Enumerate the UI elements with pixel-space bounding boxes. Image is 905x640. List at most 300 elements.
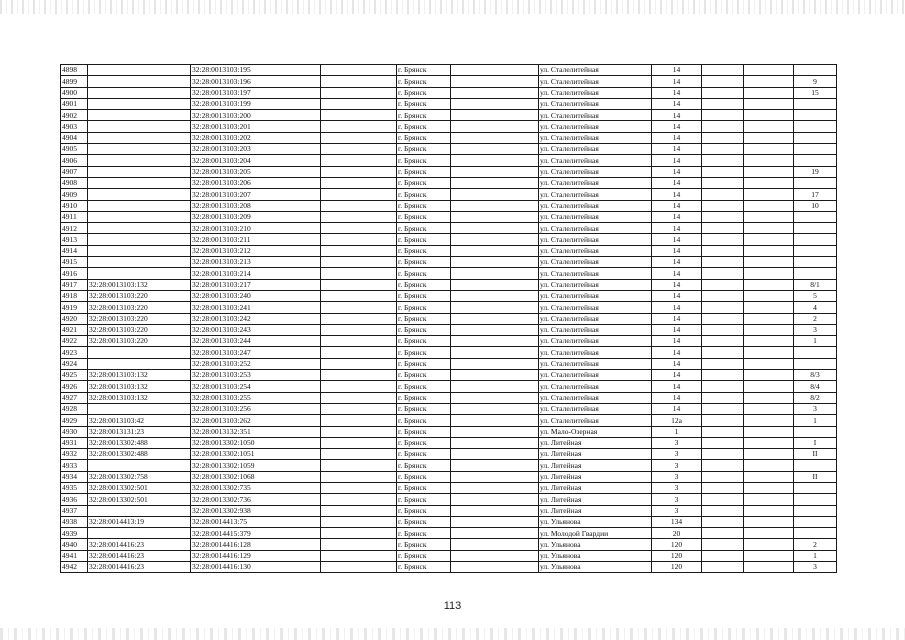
apartment-number-cell: 10 (794, 200, 837, 211)
house-number-cell: 14 (652, 358, 702, 369)
house-number-cell: 134 (652, 516, 702, 527)
row-number-cell: 4923 (61, 347, 88, 358)
empty-col-a-cell (321, 528, 397, 539)
parent-cadastral-number-cell (88, 166, 191, 177)
empty-col-a-cell (321, 144, 397, 155)
empty-col-a-cell (321, 166, 397, 177)
cadastral-number-cell: 32:28:0013302:1059 (191, 460, 321, 471)
cadastral-number-cell: 32:28:0013103:254 (191, 381, 321, 392)
empty-col-c-cell (702, 268, 744, 279)
table-row (61, 347, 837, 358)
row-number-cell: 4930 (61, 426, 88, 437)
city-cell: г. Брянск (397, 223, 451, 234)
cadastral-number-cell: 32:28:0014416:129 (191, 550, 321, 561)
empty-col-b-cell (451, 358, 539, 369)
table-row (61, 302, 837, 313)
empty-col-a-cell (321, 245, 397, 256)
empty-col-a-cell (321, 110, 397, 121)
house-number-cell: 14 (652, 257, 702, 268)
street-cell: ул. Сталелитейная (539, 110, 652, 121)
cadastral-number-cell: 32:28:0013103:213 (191, 257, 321, 268)
apartment-number-cell: I (794, 437, 837, 448)
empty-col-a-cell (321, 471, 397, 482)
cadastral-number-cell: 32:28:0013132:351 (191, 426, 321, 437)
empty-col-b-cell (451, 426, 539, 437)
row-number-cell: 4932 (61, 449, 88, 460)
city-cell: г. Брянск (397, 415, 451, 426)
apartment-number-cell: 1 (794, 415, 837, 426)
apartment-number-cell: 5 (794, 290, 837, 301)
house-number-cell: 14 (652, 223, 702, 234)
parent-cadastral-number-cell (88, 189, 191, 200)
empty-col-b-cell (451, 132, 539, 143)
table-row (61, 200, 837, 211)
street-cell: ул. Сталелитейная (539, 144, 652, 155)
empty-col-c-cell (702, 562, 744, 573)
table-row (61, 460, 837, 471)
city-cell: г. Брянск (397, 403, 451, 414)
empty-col-b-cell (451, 403, 539, 414)
parent-cadastral-number-cell (88, 132, 191, 143)
empty-col-c-cell (702, 257, 744, 268)
street-cell: ул. Сталелитейная (539, 245, 652, 256)
city-cell: г. Брянск (397, 200, 451, 211)
cadastral-number-cell: 32:28:0013103:243 (191, 324, 321, 335)
empty-col-c-cell (702, 234, 744, 245)
street-cell: ул. Литейная (539, 449, 652, 460)
city-cell: г. Брянск (397, 257, 451, 268)
apartment-number-cell (794, 110, 837, 121)
table-row (61, 234, 837, 245)
house-number-cell: 14 (652, 155, 702, 166)
parent-cadastral-number-cell (88, 98, 191, 109)
apartment-number-cell (794, 528, 837, 539)
row-number-cell: 4918 (61, 290, 88, 301)
empty-col-a-cell (321, 98, 397, 109)
house-number-cell: 14 (652, 65, 702, 76)
apartment-number-cell (794, 234, 837, 245)
empty-col-a-cell (321, 449, 397, 460)
empty-col-b-cell (451, 336, 539, 347)
empty-col-a-cell (321, 268, 397, 279)
table-row (61, 528, 837, 539)
empty-col-b-cell (451, 211, 539, 222)
parent-cadastral-number-cell (88, 144, 191, 155)
empty-col-b-cell (451, 234, 539, 245)
parent-cadastral-number-cell (88, 528, 191, 539)
empty-col-b-cell (451, 324, 539, 335)
city-cell: г. Брянск (397, 516, 451, 527)
empty-col-c-cell (702, 155, 744, 166)
cadastral-number-cell: 32:28:0013103:214 (191, 268, 321, 279)
empty-col-a-cell (321, 234, 397, 245)
empty-col-c-cell (702, 324, 744, 335)
empty-col-c-cell (702, 437, 744, 448)
cadastral-number-cell: 32:28:0014413:75 (191, 516, 321, 527)
cadastral-number-cell: 32:28:0013103:209 (191, 211, 321, 222)
house-number-cell: 14 (652, 87, 702, 98)
table-row (61, 471, 837, 482)
empty-col-d-cell (744, 437, 794, 448)
apartment-number-cell (794, 268, 837, 279)
row-number-cell: 4902 (61, 110, 88, 121)
apartment-number-cell (794, 155, 837, 166)
empty-col-c-cell (702, 144, 744, 155)
empty-col-c-cell (702, 392, 744, 403)
house-number-cell: 14 (652, 166, 702, 177)
empty-col-b-cell (451, 482, 539, 493)
empty-col-a-cell (321, 177, 397, 188)
parent-cadastral-number-cell (88, 505, 191, 516)
empty-col-d-cell (744, 426, 794, 437)
empty-col-b-cell (451, 290, 539, 301)
row-number-cell: 4917 (61, 279, 88, 290)
street-cell: ул. Сталелитейная (539, 189, 652, 200)
parent-cadastral-number-cell: 32:28:0014416:23 (88, 562, 191, 573)
empty-col-b-cell (451, 121, 539, 132)
row-number-cell: 4931 (61, 437, 88, 448)
table-row (61, 370, 837, 381)
apartment-number-cell: 1 (794, 550, 837, 561)
empty-col-a-cell (321, 302, 397, 313)
empty-col-a-cell (321, 358, 397, 369)
cadastral-number-cell: 32:28:0013103:195 (191, 65, 321, 76)
house-number-cell: 120 (652, 550, 702, 561)
street-cell: ул. Сталелитейная (539, 302, 652, 313)
apartment-number-cell (794, 98, 837, 109)
cadastral-number-cell: 32:28:0013103:201 (191, 121, 321, 132)
empty-col-a-cell (321, 313, 397, 324)
apartment-number-cell: 4 (794, 302, 837, 313)
city-cell: г. Брянск (397, 336, 451, 347)
house-number-cell: 120 (652, 562, 702, 573)
house-number-cell: 14 (652, 177, 702, 188)
row-number-cell: 4904 (61, 132, 88, 143)
empty-col-d-cell (744, 370, 794, 381)
parent-cadastral-number-cell: 32:28:0013103:220 (88, 302, 191, 313)
row-number-cell: 4913 (61, 234, 88, 245)
empty-col-a-cell (321, 223, 397, 234)
parent-cadastral-number-cell (88, 460, 191, 471)
parent-cadastral-number-cell: 32:28:0014416:23 (88, 539, 191, 550)
table-row (61, 550, 837, 561)
scan-noise-top (0, 0, 905, 14)
house-number-cell: 14 (652, 290, 702, 301)
house-number-cell: 14 (652, 200, 702, 211)
row-number-cell: 4903 (61, 121, 88, 132)
empty-col-c-cell (702, 121, 744, 132)
city-cell: г. Брянск (397, 494, 451, 505)
house-number-cell: 120 (652, 539, 702, 550)
street-cell: ул. Сталелитейная (539, 370, 652, 381)
parent-cadastral-number-cell (88, 200, 191, 211)
street-cell: ул. Сталелитейная (539, 313, 652, 324)
house-number-cell: 14 (652, 234, 702, 245)
row-number-cell: 4914 (61, 245, 88, 256)
empty-col-d-cell (744, 257, 794, 268)
apartment-number-cell: 15 (794, 87, 837, 98)
empty-col-d-cell (744, 471, 794, 482)
street-cell: ул. Сталелитейная (539, 381, 652, 392)
table-row (61, 381, 837, 392)
apartment-number-cell (794, 426, 837, 437)
row-number-cell: 4911 (61, 211, 88, 222)
street-cell: ул. Молодой Гвардии (539, 528, 652, 539)
row-number-cell: 4900 (61, 87, 88, 98)
empty-col-b-cell (451, 370, 539, 381)
apartment-number-cell: 8/3 (794, 370, 837, 381)
empty-col-c-cell (702, 65, 744, 76)
row-number-cell: 4912 (61, 223, 88, 234)
parent-cadastral-number-cell (88, 234, 191, 245)
cadastral-number-cell: 32:28:0013103:212 (191, 245, 321, 256)
parent-cadastral-number-cell (88, 110, 191, 121)
empty-col-d-cell (744, 155, 794, 166)
house-number-cell: 14 (652, 132, 702, 143)
apartment-number-cell (794, 257, 837, 268)
empty-col-b-cell (451, 302, 539, 313)
city-cell: г. Брянск (397, 98, 451, 109)
cadastral-number-cell: 32:28:0013103:205 (191, 166, 321, 177)
house-number-cell: 14 (652, 324, 702, 335)
empty-col-d-cell (744, 189, 794, 200)
apartment-number-cell: II (794, 449, 837, 460)
city-cell: г. Брянск (397, 460, 451, 471)
cadastral-number-cell: 32:28:0013302:1051 (191, 449, 321, 460)
apartment-number-cell: 9 (794, 76, 837, 87)
apartment-number-cell: 17 (794, 189, 837, 200)
empty-col-d-cell (744, 403, 794, 414)
empty-col-b-cell (451, 98, 539, 109)
apartment-number-cell (794, 144, 837, 155)
property-registry-table (60, 64, 837, 573)
house-number-cell: 14 (652, 121, 702, 132)
cadastral-number-cell: 32:28:0013103:210 (191, 223, 321, 234)
apartment-number-cell: 2 (794, 313, 837, 324)
registry-body (61, 65, 837, 573)
street-cell: ул. Сталелитейная (539, 347, 652, 358)
parent-cadastral-number-cell (88, 223, 191, 234)
empty-col-d-cell (744, 268, 794, 279)
house-number-cell: 3 (652, 437, 702, 448)
city-cell: г. Брянск (397, 539, 451, 550)
row-number-cell: 4898 (61, 65, 88, 76)
cadastral-number-cell: 32:28:0014416:130 (191, 562, 321, 573)
apartment-number-cell: 3 (794, 324, 837, 335)
empty-col-b-cell (451, 144, 539, 155)
empty-col-d-cell (744, 392, 794, 403)
apartment-number-cell (794, 505, 837, 516)
house-number-cell: 14 (652, 98, 702, 109)
city-cell: г. Брянск (397, 392, 451, 403)
house-number-cell: 14 (652, 144, 702, 155)
cadastral-number-cell: 32:28:0013103:203 (191, 144, 321, 155)
apartment-number-cell (794, 211, 837, 222)
empty-col-a-cell (321, 562, 397, 573)
row-number-cell: 4934 (61, 471, 88, 482)
city-cell: г. Брянск (397, 562, 451, 573)
empty-col-d-cell (744, 358, 794, 369)
empty-col-d-cell (744, 87, 794, 98)
table-row (61, 87, 837, 98)
empty-col-a-cell (321, 211, 397, 222)
table-row (61, 65, 837, 76)
cadastral-number-cell: 32:28:0013103:208 (191, 200, 321, 211)
apartment-number-cell (794, 460, 837, 471)
cadastral-number-cell: 32:28:0014415:379 (191, 528, 321, 539)
empty-col-b-cell (451, 110, 539, 121)
empty-col-d-cell (744, 539, 794, 550)
cadastral-number-cell: 32:28:0013103:197 (191, 87, 321, 98)
row-number-cell: 4907 (61, 166, 88, 177)
empty-col-c-cell (702, 358, 744, 369)
empty-col-d-cell (744, 223, 794, 234)
table-row (61, 336, 837, 347)
street-cell: ул. Сталелитейная (539, 87, 652, 98)
table-row (61, 144, 837, 155)
empty-col-d-cell (744, 528, 794, 539)
city-cell: г. Брянск (397, 482, 451, 493)
row-number-cell: 4942 (61, 562, 88, 573)
row-number-cell: 4935 (61, 482, 88, 493)
cadastral-number-cell: 32:28:0014416:128 (191, 539, 321, 550)
street-cell: ул. Ульянова (539, 516, 652, 527)
street-cell: ул. Сталелитейная (539, 279, 652, 290)
row-number-cell: 4909 (61, 189, 88, 200)
parent-cadastral-number-cell: 32:28:0013103:132 (88, 279, 191, 290)
table-row (61, 110, 837, 121)
apartment-number-cell: 2 (794, 539, 837, 550)
parent-cadastral-number-cell: 32:28:0013302:488 (88, 437, 191, 448)
table-row (61, 223, 837, 234)
empty-col-b-cell (451, 449, 539, 460)
street-cell: ул. Мало-Озерная (539, 426, 652, 437)
street-cell: ул. Литейная (539, 471, 652, 482)
house-number-cell: 3 (652, 505, 702, 516)
empty-col-b-cell (451, 76, 539, 87)
street-cell: ул. Сталелитейная (539, 324, 652, 335)
empty-col-b-cell (451, 437, 539, 448)
city-cell: г. Брянск (397, 110, 451, 121)
parent-cadastral-number-cell: 32:28:0013302:501 (88, 482, 191, 493)
empty-col-c-cell (702, 449, 744, 460)
empty-col-a-cell (321, 437, 397, 448)
cadastral-number-cell: 32:28:0013302:1050 (191, 437, 321, 448)
cadastral-number-cell: 32:28:0013103:202 (191, 132, 321, 143)
empty-col-c-cell (702, 482, 744, 493)
empty-col-c-cell (702, 166, 744, 177)
cadastral-number-cell: 32:28:0013103:200 (191, 110, 321, 121)
cadastral-number-cell: 32:28:0013103:206 (191, 177, 321, 188)
empty-col-c-cell (702, 279, 744, 290)
empty-col-c-cell (702, 550, 744, 561)
table-row (61, 449, 837, 460)
house-number-cell: 14 (652, 279, 702, 290)
cadastral-number-cell: 32:28:0013103:244 (191, 336, 321, 347)
table-row (61, 290, 837, 301)
empty-col-b-cell (451, 381, 539, 392)
cadastral-number-cell: 32:28:0013103:196 (191, 76, 321, 87)
city-cell: г. Брянск (397, 302, 451, 313)
table-row (61, 324, 837, 335)
street-cell: ул. Сталелитейная (539, 121, 652, 132)
empty-col-d-cell (744, 65, 794, 76)
house-number-cell: 3 (652, 471, 702, 482)
empty-col-a-cell (321, 460, 397, 471)
table-row (61, 98, 837, 109)
empty-col-a-cell (321, 426, 397, 437)
table-row (61, 155, 837, 166)
house-number-cell: 14 (652, 302, 702, 313)
cadastral-number-cell: 32:28:0013103:207 (191, 189, 321, 200)
house-number-cell: 20 (652, 528, 702, 539)
empty-col-c-cell (702, 132, 744, 143)
empty-col-a-cell (321, 381, 397, 392)
row-number-cell: 4926 (61, 381, 88, 392)
city-cell: г. Брянск (397, 550, 451, 561)
row-number-cell: 4937 (61, 505, 88, 516)
row-number-cell: 4920 (61, 313, 88, 324)
empty-col-c-cell (702, 528, 744, 539)
house-number-cell: 14 (652, 403, 702, 414)
row-number-cell: 4928 (61, 403, 88, 414)
city-cell: г. Брянск (397, 279, 451, 290)
empty-col-b-cell (451, 415, 539, 426)
house-number-cell: 14 (652, 245, 702, 256)
street-cell: ул. Сталелитейная (539, 223, 652, 234)
empty-col-d-cell (744, 482, 794, 493)
parent-cadastral-number-cell (88, 358, 191, 369)
row-number-cell: 4899 (61, 76, 88, 87)
row-number-cell: 4922 (61, 336, 88, 347)
empty-col-a-cell (321, 324, 397, 335)
empty-col-c-cell (702, 200, 744, 211)
apartment-number-cell (794, 121, 837, 132)
street-cell: ул. Литейная (539, 482, 652, 493)
street-cell: ул. Сталелитейная (539, 403, 652, 414)
street-cell: ул. Сталелитейная (539, 415, 652, 426)
house-number-cell: 14 (652, 370, 702, 381)
empty-col-c-cell (702, 313, 744, 324)
parent-cadastral-number-cell: 32:28:0013302:758 (88, 471, 191, 482)
street-cell: ул. Сталелитейная (539, 166, 652, 177)
street-cell: ул. Сталелитейная (539, 336, 652, 347)
empty-col-a-cell (321, 482, 397, 493)
parent-cadastral-number-cell: 32:28:0013103:220 (88, 336, 191, 347)
apartment-number-cell: 8/4 (794, 381, 837, 392)
empty-col-d-cell (744, 449, 794, 460)
row-number-cell: 4936 (61, 494, 88, 505)
row-number-cell: 4901 (61, 98, 88, 109)
city-cell: г. Брянск (397, 87, 451, 98)
empty-col-a-cell (321, 257, 397, 268)
empty-col-c-cell (702, 189, 744, 200)
apartment-number-cell (794, 223, 837, 234)
parent-cadastral-number-cell (88, 121, 191, 132)
house-number-cell: 14 (652, 189, 702, 200)
city-cell: г. Брянск (397, 426, 451, 437)
city-cell: г. Брянск (397, 358, 451, 369)
empty-col-b-cell (451, 539, 539, 550)
parent-cadastral-number-cell (88, 257, 191, 268)
street-cell: ул. Сталелитейная (539, 65, 652, 76)
empty-col-c-cell (702, 302, 744, 313)
cadastral-number-cell: 32:28:0013103:256 (191, 403, 321, 414)
empty-col-b-cell (451, 471, 539, 482)
row-number-cell: 4915 (61, 257, 88, 268)
table-row (61, 245, 837, 256)
row-number-cell: 4929 (61, 415, 88, 426)
